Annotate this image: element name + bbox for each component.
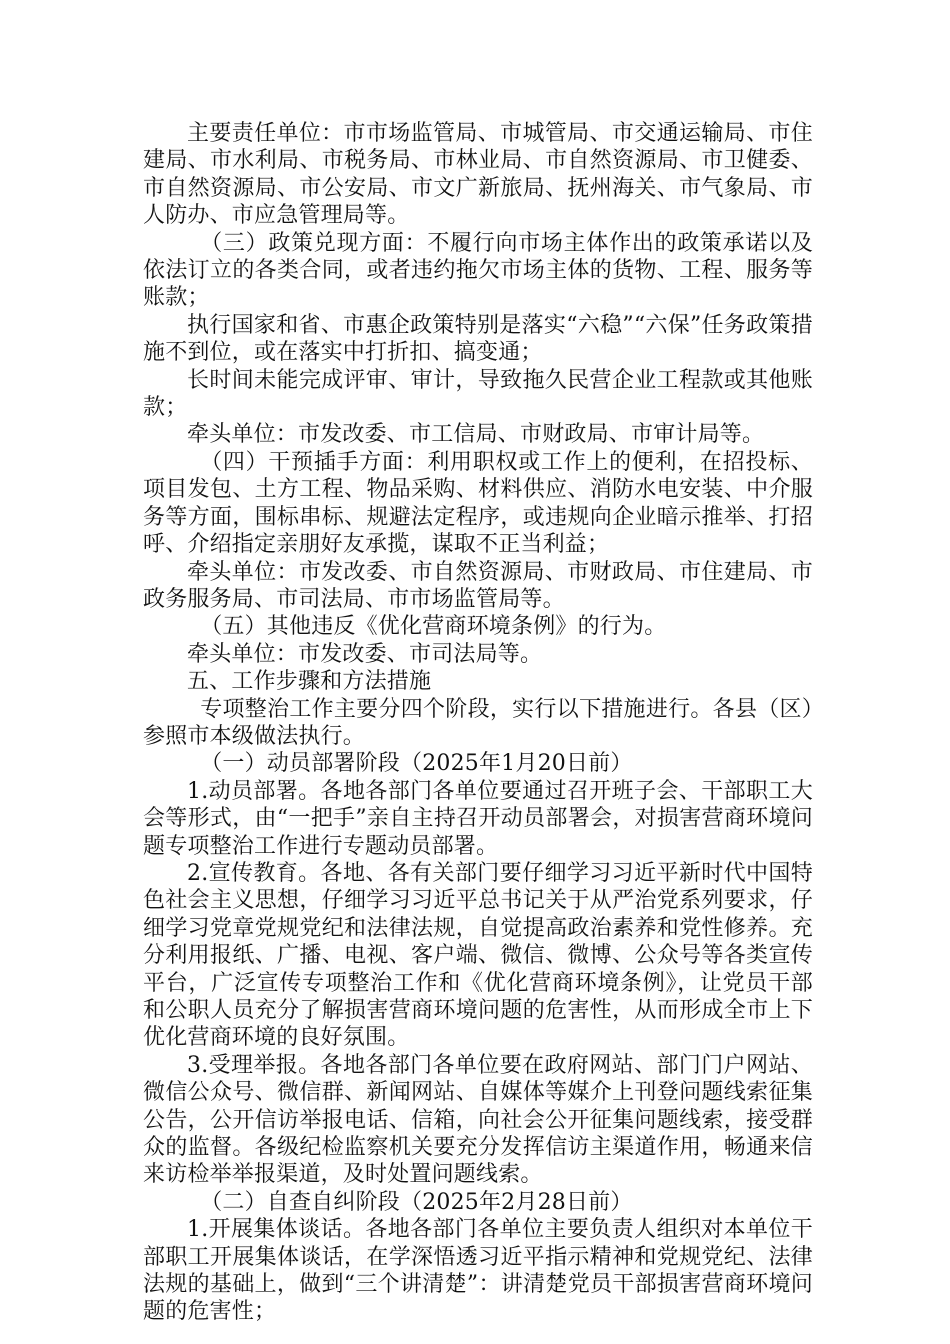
heading-mobilization-stage: （一）动员部署阶段（2025年1月20日前） <box>200 751 633 777</box>
paragraph-interference-section: （四）干预插手方面：利用职权或工作上的便利，在招投标、项目发包、土方工程、物品采购、材料供应、消防水电安装、中介服务等方面，围标串标、规避法定程序，或违规向企业暗示推举、打招呼、介绍指定亲朋好友承揽，谋取不正当利益； <box>143 449 813 558</box>
paragraph-publicity: 2.宣传教育。各地、各有关部门要仔细学习习近平新时代中国特色社会主义思想，仔细学习习近平总书记关于从严治党系列要求，仔细学习党章党规党纪和法律法规，自觉提高政治素养和党性修养。充分利用报纸、广播、电视、客户端、微信、微博、公众号等各类宣传平台，广泛宣传专项整治工作和《优化营商环境条例》，让党员干部和公职人员充分了解损害营商环境问题的危害性，从而形成全市上下优化营商环境的良好氛围。 <box>143 860 813 1051</box>
paragraph-arrears: 长时间未能完成评审、审计，导致拖久民营企业工程款或其他账款； <box>143 367 813 421</box>
paragraph-lead-units-3: 牵头单位：市发改委、市司法局等。 <box>187 641 543 667</box>
paragraph-lead-units-2: 牵头单位：市发改委、市自然资源局、市财政局、市住建局、市政务服务局、市司法局、市市场监管局等。 <box>143 559 813 612</box>
heading-self-inspection-stage: （二）自查自纠阶段（2025年2月28日前） <box>200 1189 633 1215</box>
paragraph-reports: 3.受理举报。各地各部门各单位要在政府网站、部门门户网站、微信公众号、微信群、新闻网站、自媒体等媒介上刊登问题线索征集公告，公开信访举报电话、信箱，向社会公开征集问题线索，接受群众的监督。各级纪检监察机关要充分发挥信访主渠道作用，畅通来信来访检举举报渠道，及时处置问题线索。 <box>143 1052 813 1188</box>
paragraph-lead-units-1: 牵头单位：市发改委、市工信局、市财政局、市审计局等。 <box>187 422 765 448</box>
paragraph-policy-implementation: 执行国家和省、市惠企政策特别是落实“六稳”“六保”任务政策措施不到位，或在落实中打折扣、搞变通； <box>143 312 813 366</box>
paragraph-policy-section: （三）政策兑现方面：不履行向市场主体作出的政策承诺以及依法订立的各类合同，或者违约拖欠市场主体的货物、工程、服务等账款； <box>143 230 813 311</box>
paragraph-group-talks: 1.开展集体谈话。各地各部门各单位主要负责人组织对本单位干部职工开展集体谈话，在学深悟透习近平指示精神和党规党纪、法律法规的基础上，做到“三个讲清楚”：讲清楚党员干部损害营商环境问题的危害性； <box>143 1217 813 1325</box>
paragraph-responsible-units: 主要责任单位：市市场监管局、市城管局、市交通运输局、市住建局、市水利局、市税务局、市林业局、市自然资源局、市卫健委、市自然资源局、市公安局、市文广新旅局、抚州海关、市气象局、市人防办、市应急管理局等。 <box>143 121 813 229</box>
paragraph-other-violations: （五）其他违反《优化营商环境条例》的行为。 <box>200 614 667 640</box>
paragraph-four-stages: 专项整治工作主要分四个阶段，实行以下措施进行。各县（区）参照市本级做法执行。 <box>143 696 813 749</box>
paragraph-mobilization: 1.动员部署。各地各部门各单位要通过召开班子会、干部职工大会等形式，由“一把手”亲自主持召开动员部署会，对损害营商环境问题专项整治工作进行专题动员部署。 <box>143 778 813 859</box>
document-body <box>143 120 813 1326</box>
heading-work-steps: 五、工作步骤和方法措施 <box>187 669 432 695</box>
